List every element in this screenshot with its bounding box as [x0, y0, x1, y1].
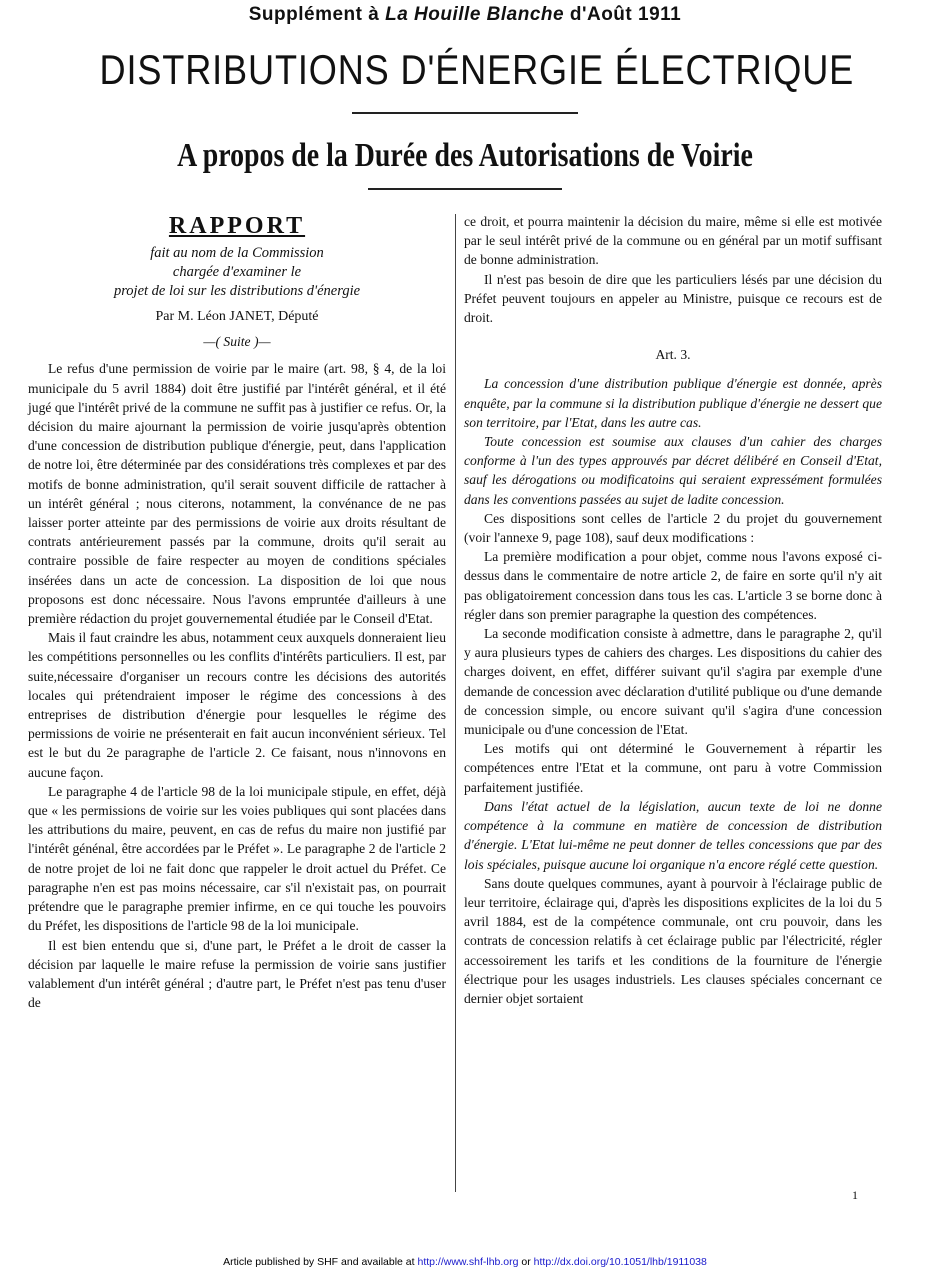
left-column — [28, 212, 446, 1012]
subtitle-line: projet de loi sur les distributions d'énergie — [113, 283, 361, 299]
supplement-prefix: Supplément à — [248, 4, 380, 25]
paragraph: Sans doute quelques communes, ayant à pourvoir à l'éclairage public de leur territoire, éclairage qui, d'après les dispositions explicites de la loi du 5 avril 1884, est de la compétence communale, ont cru pouvoir, dans les contrats de concession relatifs à cet éclairage public par l'électricité, régler accessoirement les tarifs et les conditions de la fourniture de l'énergie électrique pour les usages industriels. Les clauses spéciales concernant ce dernier objet sortaient — [464, 875, 882, 1006]
footer — [0, 1256, 930, 1268]
paragraph: Ces dispositions sont celles de l'article 2 du projet du gouvernement (voir l'annexe 9, page 108), sauf deux modifications : — [464, 510, 882, 546]
report-subtitle — [28, 244, 446, 301]
paragraph: Il n'est pas besoin de dire que les particuliers lésés par une décision du Préfet peuvent toujours en appeler au Ministre, puisque ce recours est de droit. — [464, 271, 882, 326]
article-heading: Art. 3. — [655, 347, 691, 363]
paragraph: Mais il faut craindre les abus, notamment ceux auxquels donneraient lieu les compétitions personnelles ou les conflits d'intérêts particuliers. Il est, par suite,nécessaire d'organiser un recours contre les décisions des autorités locales qui prétendraient imposer le régime des concessions à des entreprises de distribution d'énergie pour lesquelles le régime des permissions de voirie ne présenterait en fait aucun inconvénient sérieux. Tel est le but du 2e paragraphe de l'article 2. Ce faisant, nous n'innovons en aucune façon. — [28, 630, 446, 780]
column-divider — [455, 214, 456, 1192]
paragraph: Il est bien entendu que si, d'une part, le Préfet a le droit de casser la décision par laquelle le maire refuse la permission de voirie sans justifier valablement d'un intérêt général ; d'autre part, le Préfet n'est pas tenu d'user de — [28, 937, 446, 1011]
subtitle-rule — [368, 188, 562, 190]
journal-name: La Houille Blanche — [385, 4, 565, 25]
italic-paragraph: Toute concession est soumise aux clauses d'un cahier des charges conforme à l'un des types approuvés par décret délibéré en Conseil d'Etat, sauf les dérogations ou modificatoins qui seraient expressément formulées dans les conventions passées au sujet de ladite concession. — [464, 434, 882, 507]
author-line: Par M. Léon JANET, Député — [155, 309, 319, 324]
paragraph: ce droit, et pourra maintenir la décision du maire, même si elle est motivée par le seul intérêt privé de la commune ou en général par un motif suffisant de bonne administration. — [464, 214, 882, 268]
footer-or: or — [521, 1256, 531, 1268]
article-title: A propos de la Durée des Autorisations de Voirie — [177, 137, 753, 174]
paragraph: La seconde modification consiste à admettre, dans le paragraphe 2, qu'il y aura plusieurs types de cahiers des charges. Les dispositions du cahier des charges doivent, en effet, différer suivant qu'il s'agira par exemple d'une demande de concession avec déclaration d'utilité publique ou d'une demande de concession simple, ou encore suivant qu'il s'agira d'une concession municipale ou d'une concession de l'Etat. — [464, 626, 882, 738]
right-column — [464, 212, 882, 1008]
paragraph: Le paragraphe 4 de l'article 98 de la loi municipale stipule, en effet, déjà que « les permissions de voirie sur les voies publiques qui sont placées dans les attributions du maire, peuvent, en cas de refus du maire non justifié par l'intérêt génénal, être accordées par le Préfet ». Le paragraphe 2 de l'article 2 de notre projet de loi ne fait donc que rappeler le droit actuel du Préfet. Ce paragraphe n'en est pas moins nécessaire, car s'il n'existait pas, on pourrait prétendre que le paragraphe premier infirme, en ce qui touche les pouvoirs du Préfet, les dispositions de l'article 98 de la loi municipale. — [28, 783, 446, 934]
title-rule — [352, 112, 578, 114]
main-title: DISTRIBUTIONS D'ÉNERGIE ÉLECTRIQUE — [99, 46, 855, 93]
paragraph: Le refus d'une permission de voirie par le maire (art. 98, § 4, de la loi municipale du 5 avril 1884) doit être justifié par l'intérêt général, et il été jugé que l'intérêt privé de la commune ne suffit pas à justifier ce refus. Or, la décision du maire ajournant la permission de voirie jusqu'après obtention d'une concession de distribution publique d'énergie, peut, dans l'application de notre loi, être déterminée par des considérations très complexes et par des motifs de bonne administration, qu'il serait souvent difficile de rattacher à un intérêt général ; nous citerons, notamment, la convénance de ne pas laisser porter atteinte par des permissions de voirie aux droits résultant de contrats antérieurement passés par la commune, droits qu'il serait au contraire possible de faire respecter au moyen de conditions spéciales insérées dans un acte de concession. La disposition de loi que nous proposons est donc nécessaire. Nous l'avons empruntée d'ailleurs à une première rédaction du projet gouvernemental étudiée par le Conseil d'Etat. — [28, 361, 446, 627]
italic-paragraph: La concession d'une distribution publique d'énergie est donnée, après enquête, par la commune si la distribution publique d'énergie ne dessert que son territoire, par l'Etat, dans les autre cas. — [464, 376, 882, 430]
doi-link[interactable]: http://dx.doi.org/10.1051/lhb/1911038 — [533, 1256, 707, 1268]
rapport-heading: RAPPORT — [168, 213, 306, 239]
subtitle-line: chargée d'examiner le — [172, 264, 302, 280]
footer-prefix: Article published by SHF and available at — [223, 1256, 415, 1268]
paragraph: La première modification a pour objet, comme nous l'avons exposé ci-dessus dans le commentaire de notre article 2, de faire en sorte qu'il n'y ait pas obligatoirement concession dans tous les cas. L'article 3 se borne donc à régler dans son premier paragraphe la question des compétences. — [464, 549, 882, 622]
supplement-line — [0, 4, 930, 26]
page-number: 1 — [852, 1188, 858, 1202]
italic-paragraph: Dans l'état actuel de la législation, aucun texte de loi ne donne compétence à la commune en matière de concession de distribution d'énergie. L'Etat lui-même ne peut donner de telles concessions que par des lois spéciales, puisque aucune loi organique n'a encore réglé cette question. — [464, 798, 882, 872]
subtitle-line: fait au nom de la Commission — [150, 245, 324, 261]
suite-marker: —( Suite )— — [203, 334, 271, 350]
paragraph: Les motifs qui ont déterminé le Gouvernement à répartir les compétences entre l'Etat et la commune, ont paru à votre Commission parfaitement justifiée. — [464, 741, 882, 795]
supplement-date: d'Août 1911 — [569, 4, 682, 25]
shf-link[interactable]: http://www.shf-lhb.org — [417, 1256, 519, 1268]
